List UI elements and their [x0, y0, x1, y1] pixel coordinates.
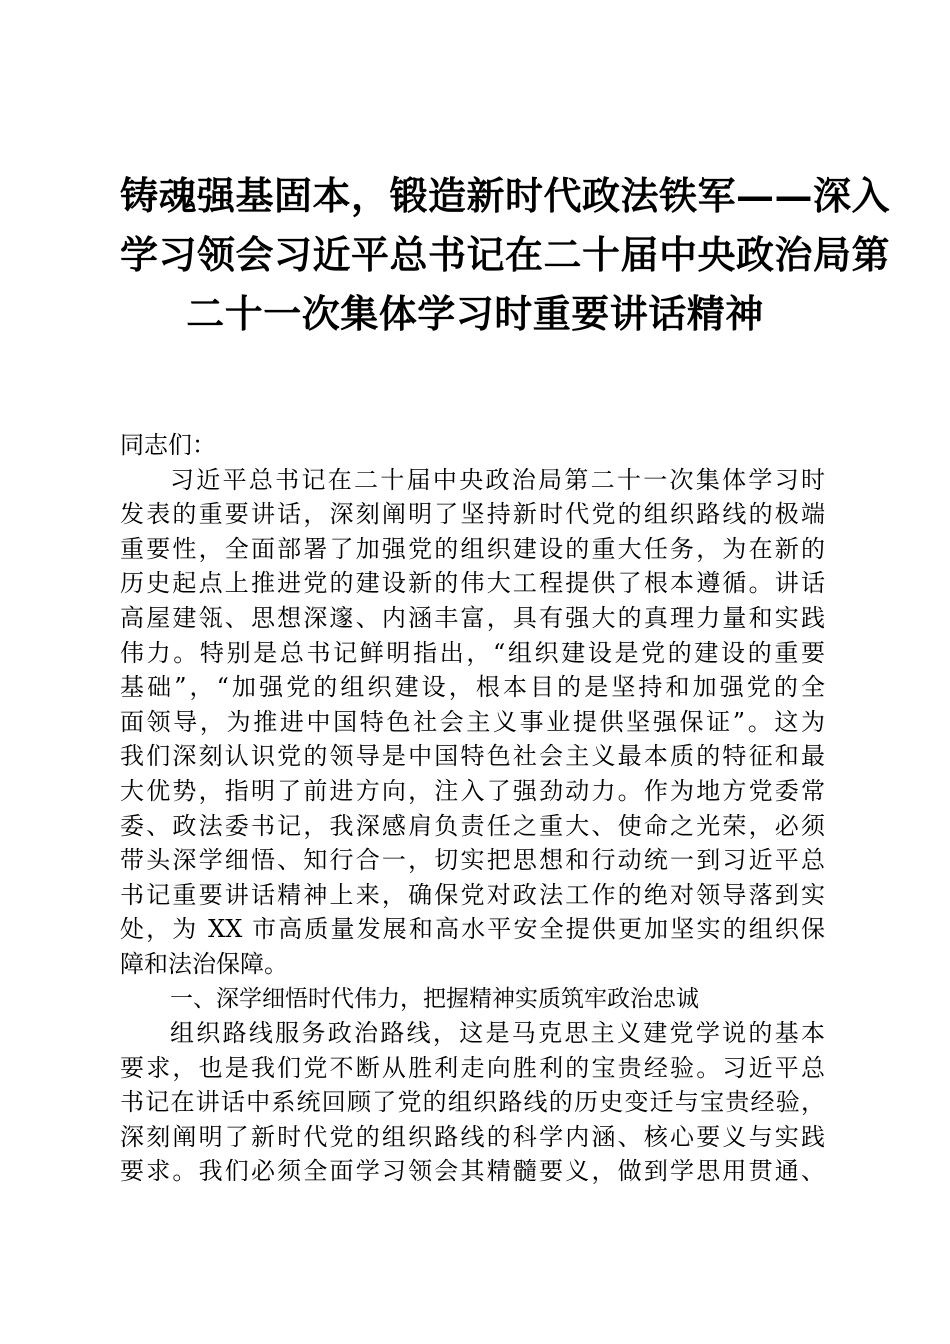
- paragraph-1-line: 历史起点上推进党的建设新的伟大工程提供了根本遵循。讲话: [120, 569, 825, 598]
- paragraph-1-line: 我们深刻认识党的领导是中国特色社会主义最本质的特征和最: [120, 742, 825, 771]
- paragraph-1-line: 障和法治保障。: [120, 949, 288, 978]
- document-body: [120, 428, 825, 1189]
- paragraph-1-line: 基础”，“加强党的组织建设，根本目的是坚持和加强党的全: [120, 673, 825, 702]
- title-line-2: 学习领会习近平总书记在二十届中央政治局第: [120, 232, 891, 277]
- paragraph-1-line: 大优势，指明了前进方向，注入了强劲动力。作为地方党委常: [120, 776, 825, 805]
- paragraph-1-line: 处，为 XX 市高质量发展和高水平安全提供更加坚实的组织保: [120, 915, 825, 944]
- paragraph-2-line: 要求。我们必须全面学习领会其精髓要义，做到学思用贯通、: [120, 1157, 825, 1186]
- paragraph-1-line: 伟力。特别是总书记鲜明指出，“组织建设是党的建设的重要: [120, 638, 825, 667]
- paragraph-2-line: 要求，也是我们党不断从胜利走向胜利的宝贵经验。习近平总: [120, 1053, 825, 1082]
- paragraph-2-line: 书记在讲话中系统回顾了党的组织路线的历史变迁与宝贵经验，: [120, 1088, 825, 1117]
- paragraph-1-line: 发表的重要讲话，深刻阐明了坚持新时代党的组织路线的极端: [120, 500, 825, 529]
- paragraph-2-line: 深刻阐明了新时代党的组织路线的科学内涵、核心要义与实践: [120, 1122, 825, 1151]
- salutation: 同志们：: [120, 431, 216, 459]
- paragraph-1-line: 带头深学细悟、知行合一，切实把思想和行动统一到习近平总: [120, 846, 825, 875]
- paragraph-1-line: 面领导，为推进中国特色社会主义事业提供坚强保证”。这为: [120, 707, 825, 736]
- paragraph-1: [120, 463, 825, 982]
- paragraph-2: [120, 1016, 825, 1189]
- paragraph-1-line: 高屋建瓴、思想深邃、内涵丰富，具有强大的真理力量和实践: [120, 603, 825, 632]
- section-1-heading: 一、深学细悟时代伟力，把握精神实质筑牢政治忠诚: [170, 985, 699, 1012]
- paragraph-1-line: 重要性，全面部署了加强党的组织建设的重大任务，为在新的: [120, 534, 825, 563]
- document-title: [120, 166, 891, 343]
- paragraph-1-line: 习近平总书记在二十届中央政治局第二十一次集体学习时: [170, 465, 825, 494]
- paragraph-1-line: 书记重要讲话精神上来，确保党对政法工作的绝对领导落到实: [120, 880, 825, 909]
- title-line-3: 二十一次集体学习时重要讲话精神: [186, 291, 764, 336]
- paragraph-1-line: 委、政法委书记，我深感肩负责任之重大、使命之光荣，必须: [120, 811, 825, 840]
- paragraph-2-line: 组织路线服务政治路线，这是马克思主义建党学说的基本: [170, 1019, 825, 1048]
- title-line-1: 铸魂强基固本，锻造新时代政法铁军——深入: [120, 173, 891, 218]
